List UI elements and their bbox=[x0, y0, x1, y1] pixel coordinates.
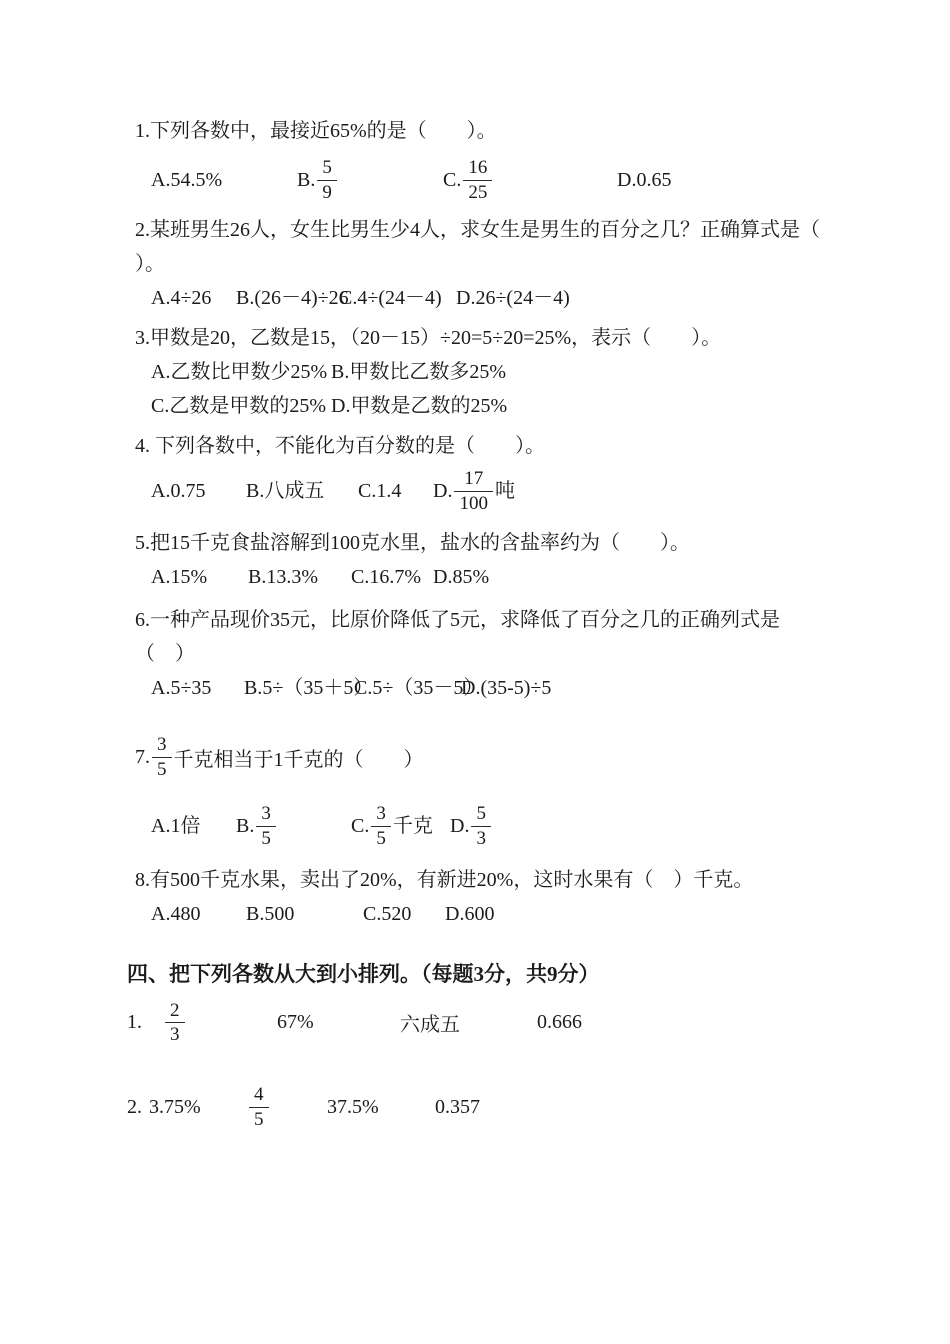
option-suffix: 吨 bbox=[494, 480, 515, 503]
question-4-text: 4. 下列各数中，不能化为百分数的是（ ）。 bbox=[135, 434, 545, 457]
fraction bbox=[152, 735, 172, 780]
option-suffix: 千克 bbox=[392, 815, 433, 838]
fraction-denominator: 3 bbox=[471, 826, 491, 849]
section-4-heading: 四、把下列各数从大到小排列。（每题3分，共9分） bbox=[127, 961, 600, 986]
question-3-text: 3.甲数是20，乙数是15，（20－15）÷20=5÷20=25%，表示（ ）。 bbox=[135, 326, 722, 349]
option-label: D. bbox=[450, 815, 470, 838]
option-label: B. bbox=[297, 169, 316, 192]
question-6-options bbox=[151, 671, 900, 705]
question-1-text: 1.下列各数中，最接近65%的是（ ）。 bbox=[135, 120, 497, 142]
fraction-numerator: 17 bbox=[464, 467, 484, 489]
option-c bbox=[351, 804, 436, 849]
fraction-numerator: 3 bbox=[157, 733, 167, 755]
option-a: A.54.5% bbox=[151, 169, 223, 192]
fraction bbox=[463, 158, 492, 203]
section-4 bbox=[127, 957, 900, 1131]
fraction-numerator: 4 bbox=[254, 1084, 264, 1106]
option-c: C.1.4 bbox=[358, 480, 402, 503]
sort-value-fraction bbox=[247, 1085, 327, 1130]
question-3-options-row2 bbox=[151, 389, 900, 423]
option-b: B.(26－4)÷26 bbox=[236, 286, 349, 309]
option-b bbox=[236, 804, 351, 849]
option-c: C.16.7% bbox=[351, 565, 421, 588]
question-2-text-line1: 2.某班男生26人，女生比男生少4人，求女生是男生的百分之几？正确算式是（ bbox=[135, 218, 820, 241]
option-c: C.乙数是甲数的25% bbox=[151, 394, 326, 417]
question-8-options bbox=[151, 897, 900, 931]
sort-item-2 bbox=[127, 1085, 900, 1130]
sort-value: 0.666 bbox=[537, 1011, 582, 1034]
question-6-text-line1: 6.一种产品现价35元，比原价降低了5元，求降低了百分之几的正确列式是 bbox=[135, 608, 780, 631]
question-2 bbox=[135, 213, 900, 315]
question-2-text-line2: ）。 bbox=[135, 252, 165, 275]
sort-value: 67% bbox=[277, 1011, 314, 1034]
question-7-text bbox=[135, 735, 900, 780]
option-b bbox=[297, 158, 443, 203]
option-a: A.0.75 bbox=[151, 480, 206, 503]
fraction-denominator: 5 bbox=[256, 826, 276, 849]
option-c: C.520 bbox=[363, 902, 412, 925]
option-d: D.甲数是乙数的25% bbox=[331, 394, 508, 417]
option-b: B.5÷（35＋5） bbox=[244, 676, 374, 699]
question-text: 千克相当于1千克的（ ） bbox=[173, 748, 424, 771]
sort-value-fraction bbox=[163, 1001, 277, 1046]
fraction-denominator: 9 bbox=[317, 180, 337, 203]
question-8-text: 8.有500千克水果，卖出了20%，有新进20%，这时水果有（ ）千克。 bbox=[135, 868, 754, 891]
question-5 bbox=[135, 526, 900, 594]
question-5-text: 5.把15千克食盐溶解到100克水里，盐水的含盐率约为（ ）。 bbox=[135, 531, 690, 554]
question-8 bbox=[135, 863, 900, 931]
question-3-options-row1 bbox=[151, 355, 900, 389]
option-a: A.15% bbox=[151, 565, 208, 588]
option-d: D.600 bbox=[445, 902, 495, 925]
question-4 bbox=[135, 429, 900, 514]
fraction bbox=[165, 1001, 185, 1046]
fraction-numerator: 5 bbox=[476, 802, 486, 824]
option-a: A.1倍 bbox=[151, 815, 201, 838]
option-a: A.480 bbox=[151, 902, 201, 925]
option-label: C. bbox=[351, 815, 370, 838]
fraction-numerator: 2 bbox=[170, 999, 180, 1021]
option-b: B.八成五 bbox=[246, 480, 325, 503]
option-d: D.85% bbox=[433, 565, 490, 588]
sort-value: 0.357 bbox=[435, 1096, 480, 1119]
option-label: B. bbox=[236, 815, 255, 838]
question-6 bbox=[135, 603, 900, 705]
fraction-denominator: 25 bbox=[463, 180, 492, 203]
option-c bbox=[443, 158, 617, 203]
fraction bbox=[371, 804, 391, 849]
option-d bbox=[450, 804, 493, 849]
fraction-numerator: 16 bbox=[468, 157, 488, 178]
option-a: A.4÷26 bbox=[151, 286, 212, 309]
question-1 bbox=[135, 114, 900, 203]
question-6-text-line2: （ ） bbox=[135, 642, 195, 665]
question-2-options bbox=[151, 281, 900, 315]
item-number: 2. bbox=[127, 1096, 142, 1119]
item-number: 1. bbox=[127, 1011, 142, 1034]
option-b: B.500 bbox=[246, 902, 295, 925]
fraction-denominator: 100 bbox=[454, 491, 493, 514]
option-c: C.5÷（35－5） bbox=[354, 676, 484, 699]
fraction-denominator: 5 bbox=[249, 1107, 269, 1130]
option-label: D. bbox=[433, 480, 453, 503]
fraction-numerator: 3 bbox=[376, 802, 386, 824]
fraction-numerator: 3 bbox=[261, 802, 271, 824]
option-c: C.4÷(24－4) bbox=[339, 286, 442, 309]
option-d bbox=[433, 469, 515, 514]
fraction bbox=[454, 469, 493, 514]
fraction-denominator: 5 bbox=[152, 757, 172, 780]
option-b: B.13.3% bbox=[248, 565, 318, 588]
option-d: D.(35-5)÷5 bbox=[461, 676, 552, 699]
option-label: C. bbox=[443, 169, 462, 192]
option-a: A.5÷35 bbox=[151, 676, 212, 699]
option-d: D.26÷(24－4) bbox=[456, 286, 570, 309]
sort-value: 六成五 bbox=[400, 1014, 460, 1037]
fraction-numerator: 5 bbox=[322, 157, 332, 178]
option-a: A.乙数比甲数少25% bbox=[151, 360, 328, 383]
question-7 bbox=[135, 735, 900, 849]
question-5-options bbox=[151, 560, 900, 594]
sort-item-1 bbox=[127, 1001, 900, 1046]
question-4-options bbox=[151, 469, 900, 514]
option-d: D.0.65 bbox=[617, 169, 672, 192]
sort-value: 3.75% bbox=[149, 1096, 201, 1119]
fraction bbox=[256, 804, 276, 849]
option-b: B.甲数比乙数多25% bbox=[331, 360, 506, 383]
sort-value: 37.5% bbox=[327, 1096, 379, 1119]
question-number: 7. bbox=[135, 745, 150, 768]
fraction bbox=[249, 1085, 269, 1130]
fraction bbox=[471, 804, 491, 849]
question-3 bbox=[135, 321, 900, 423]
question-7-options bbox=[151, 804, 900, 849]
question-1-options bbox=[151, 158, 900, 203]
fraction-denominator: 5 bbox=[371, 826, 391, 849]
fraction-denominator: 3 bbox=[165, 1022, 185, 1045]
fraction bbox=[317, 158, 337, 203]
